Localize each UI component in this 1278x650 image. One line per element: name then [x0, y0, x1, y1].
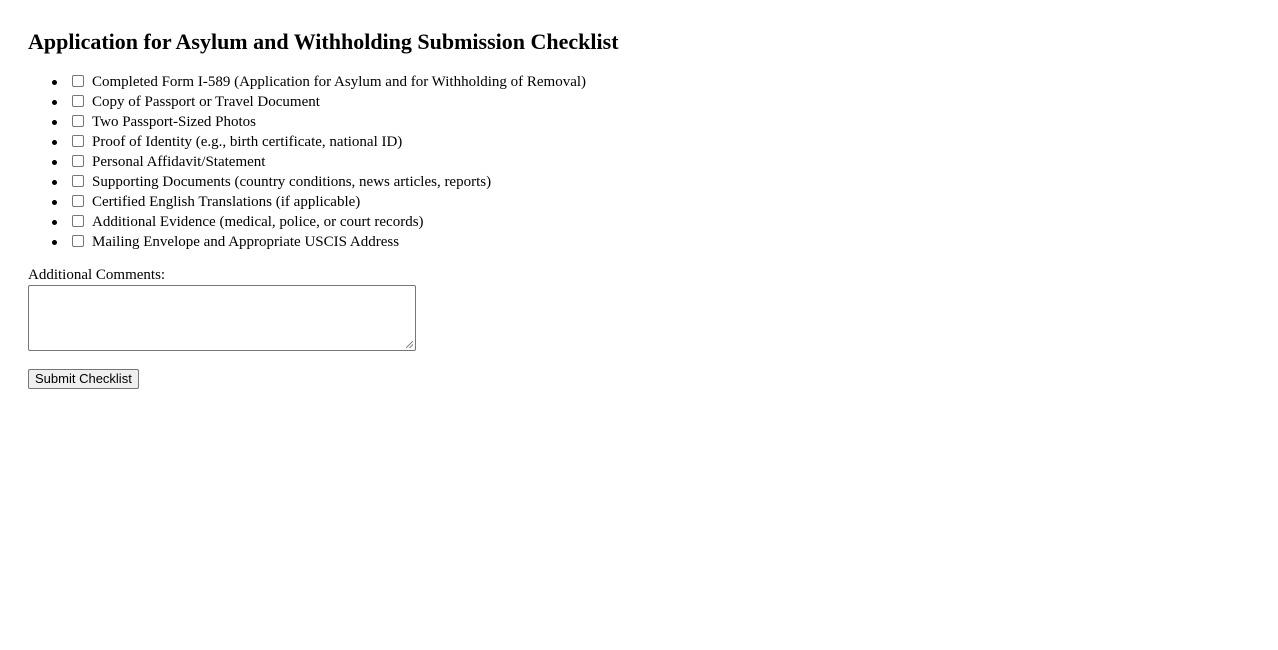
checklist-item-label: Additional Evidence (medical, police, or court records) — [92, 214, 424, 230]
checklist-item-label: Certified English Translations (if applicable) — [92, 194, 361, 210]
checklist-item — [28, 192, 1278, 212]
bullet-icon — [52, 120, 57, 125]
resize-handle-icon[interactable] — [406, 341, 413, 348]
checklist-item — [28, 132, 1278, 152]
bullet-icon — [52, 240, 57, 245]
checkbox[interactable] — [72, 135, 84, 147]
checklist-item — [28, 232, 1278, 252]
checkbox[interactable] — [72, 175, 84, 187]
comments-label: Additional Comments: — [28, 267, 166, 283]
checklist-item-label: Copy of Passport or Travel Document — [92, 94, 320, 110]
checklist-item-label: Completed Form I-589 (Application for Asylum and for Withholding of Removal) — [92, 74, 587, 90]
checklist-item — [28, 212, 1278, 232]
bullet-icon — [52, 140, 57, 145]
checkbox[interactable] — [72, 215, 84, 227]
checklist-item-label: Two Passport-Sized Photos — [92, 114, 256, 130]
checkbox[interactable] — [72, 195, 84, 207]
page-title: Application for Asylum and Withholding Submission Checklist — [28, 29, 619, 54]
checklist-item — [28, 72, 1278, 92]
checklist-item-label: Proof of Identity (e.g., birth certificate, national ID) — [92, 134, 403, 150]
bullet-icon — [52, 100, 57, 105]
bullet-icon — [52, 220, 57, 225]
checklist-item — [28, 112, 1278, 132]
checkbox[interactable] — [72, 75, 84, 87]
checkbox[interactable] — [72, 155, 84, 167]
submit-checklist-button[interactable]: Submit Checklist — [28, 369, 139, 389]
checklist-item-label: Mailing Envelope and Appropriate USCIS Address — [92, 234, 400, 250]
checklist-item — [28, 92, 1278, 112]
checklist-item-label: Personal Affidavit/Statement — [92, 154, 266, 170]
bullet-icon — [52, 160, 57, 165]
checkbox[interactable] — [72, 235, 84, 247]
checklist-item — [28, 172, 1278, 192]
checkbox[interactable] — [72, 115, 84, 127]
document-checklist — [28, 72, 1278, 252]
checklist-item — [28, 152, 1278, 172]
bullet-icon — [52, 180, 57, 185]
checkbox[interactable] — [72, 95, 84, 107]
bullet-icon — [52, 200, 57, 205]
comments-textarea[interactable] — [28, 285, 416, 351]
bullet-icon — [52, 80, 57, 85]
checklist-item-label: Supporting Documents (country conditions, news articles, reports) — [92, 174, 492, 190]
